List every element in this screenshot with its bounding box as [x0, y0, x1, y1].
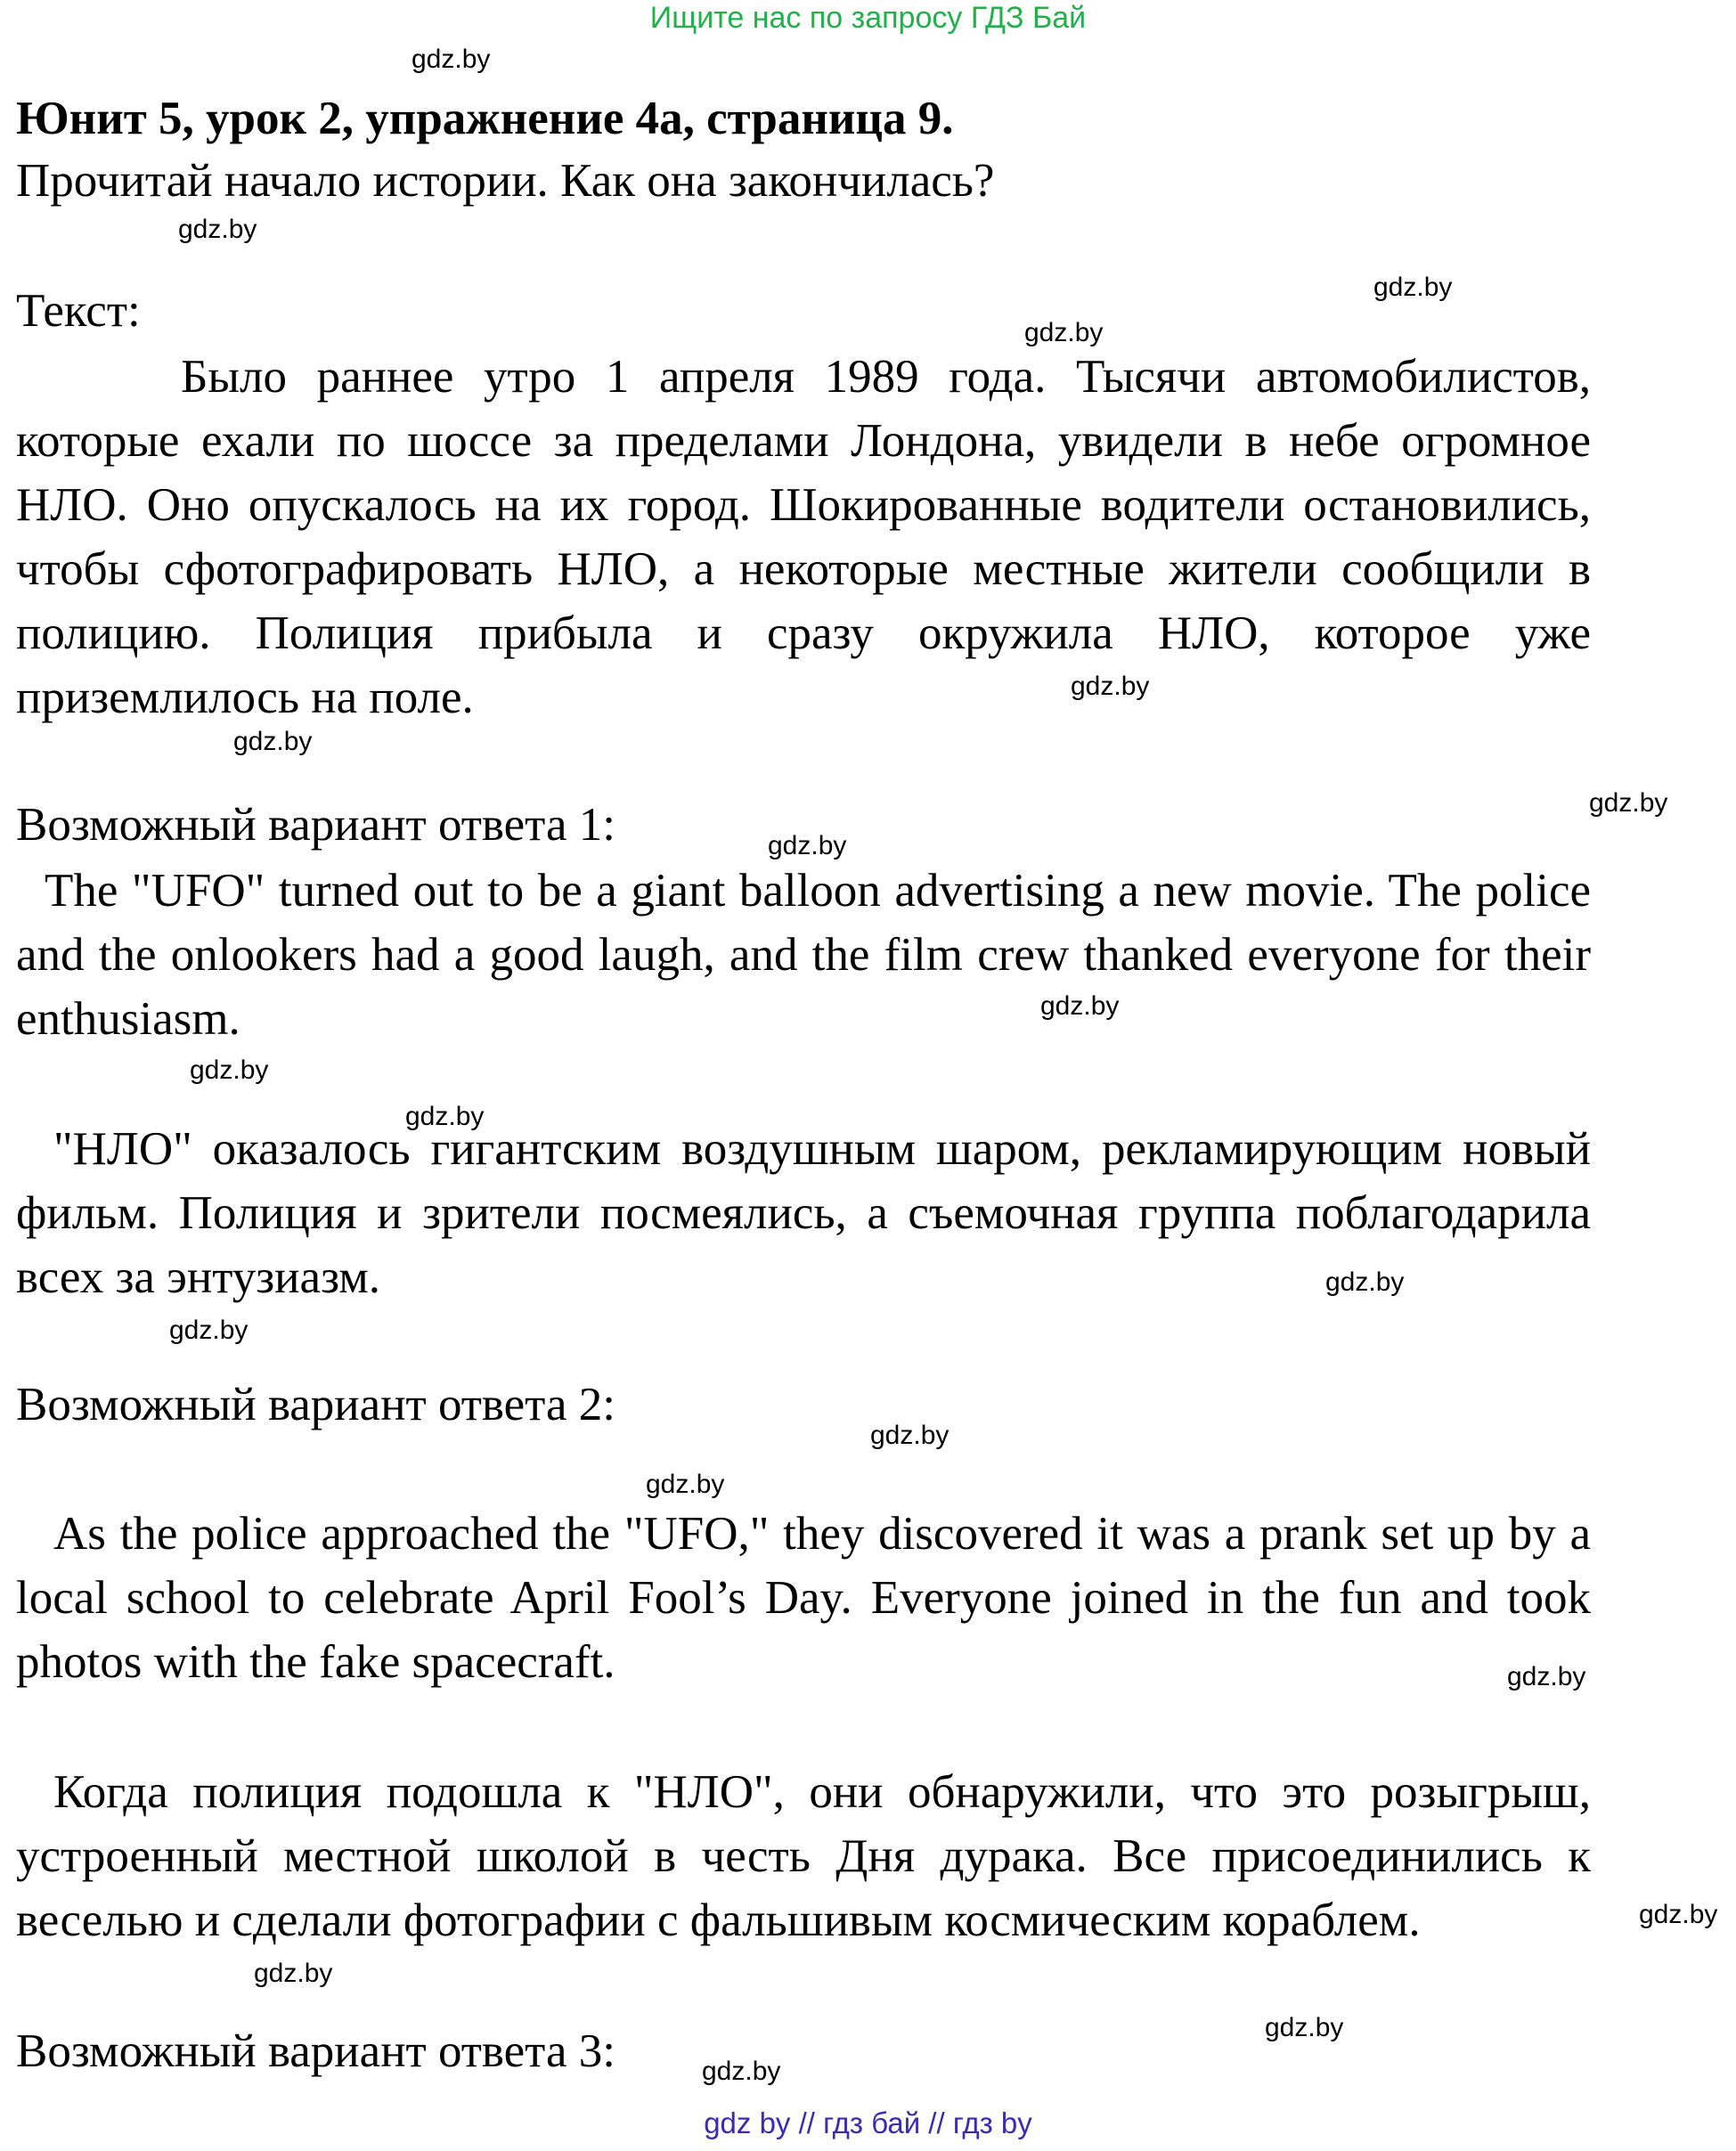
watermark: gdz.by: [870, 1421, 950, 1450]
watermark: gdz.by: [1373, 273, 1453, 302]
watermark: gdz.by: [1071, 672, 1150, 701]
watermark: gdz.by: [169, 1316, 249, 1345]
answer-3-label: Возможный вариант ответа 3:: [16, 2025, 615, 2077]
watermark: gdz.by: [1507, 1662, 1586, 1691]
watermark: gdz.by: [1589, 788, 1668, 818]
watermark: gdz.by: [768, 831, 847, 860]
watermark: gdz.by: [412, 45, 491, 74]
watermark: gdz.by: [1325, 1267, 1405, 1297]
watermark: gdz.by: [178, 215, 257, 244]
task-text: Прочитай начало истории. Как она закончилась?: [16, 155, 995, 207]
watermark: gdz.by: [254, 1959, 333, 1988]
footer-links: gdz by // гдз бай // гдз by: [704, 2106, 1032, 2139]
watermark: gdz.by: [1024, 318, 1104, 347]
watermark: gdz.by: [1639, 1900, 1718, 1929]
watermark: gdz.by: [646, 1470, 725, 1499]
answer-2-label: Возможный вариант ответа 2:: [16, 1379, 615, 1430]
story-paragraph: Было раннее утро 1 апреля 1989 года. Тысячи автомобилистов, которые ехали по шоссе за пределами Лондона, увидели в небе огромное НЛО. Оно опускалось на их город. Шокированные водители остановились, чтобы сфотографировать НЛО, а некоторые местные жители сообщили в полицию. Полиция прибыла и сразу окружила НЛО, которое уже приземлилось на поле.: [16, 351, 1591, 723]
page-title: Юнит 5, урок 2, упражнение 4а, страница 9.: [16, 93, 954, 144]
watermark: gdz.by: [190, 1055, 269, 1085]
top-banner: Ищите нас по запросу ГДЗ Бай: [649, 1, 1087, 35]
answer-2-russian: Когда полиция подошла к "НЛО", они обнаружили, что это розыгрыш, устроенный местной школой в честь Дня дурака. Все присоединились к веселью и сделали фотографии с фальшивым космическим кораблем.: [16, 1766, 1591, 1946]
answer-1-english: The "UFO" turned out to be a giant balloon advertising a new movie. The police and the onlookers had a good laugh, and the film crew thanked everyone for their enthusiasm.: [16, 865, 1591, 1045]
watermark: gdz.by: [405, 1102, 485, 1131]
text-label: Текст:: [16, 285, 141, 337]
answer-2-english: As the police approached the "UFO," they discovered it was a prank set up by a local school to celebrate April Fool’s Day. Everyone joined in the fun and took photos with the fake spacecraft.: [16, 1508, 1591, 1688]
watermark: gdz.by: [702, 2057, 781, 2086]
watermark: gdz.by: [1265, 2013, 1344, 2042]
answer-1-label: Возможный вариант ответа 1:: [16, 799, 615, 851]
watermark: gdz.by: [1040, 991, 1120, 1021]
answer-1-russian: "НЛО" оказалось гигантским воздушным шаром, рекламирующим новый фильм. Полиция и зрители посмеялись, а съемочная группа поблагодарила всех за энтузиазм.: [16, 1123, 1591, 1303]
watermark: gdz.by: [233, 727, 313, 756]
